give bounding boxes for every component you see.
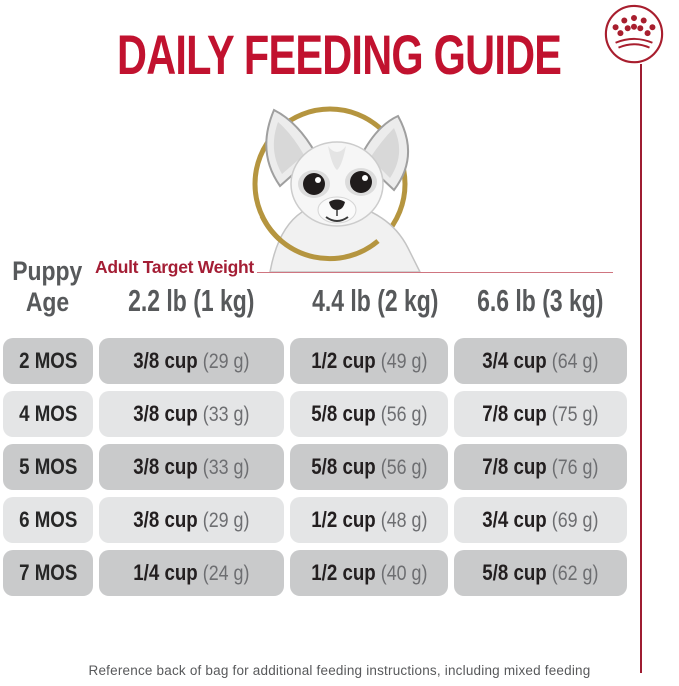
column-header-1 (99, 283, 284, 319)
weight-group-underline (257, 272, 613, 273)
gram-amount: (33 g) (202, 456, 250, 479)
cup-amount: 5/8 cup (482, 560, 547, 585)
table-row (0, 338, 679, 384)
age-label: 7 MOS (18, 560, 78, 585)
row-header-title (5, 256, 90, 318)
feeding-cell (454, 497, 627, 543)
age-cell (3, 444, 93, 490)
page-title-text: DAILY FEEDING GUIDE (117, 23, 562, 86)
cup-amount: 5/8 cup (310, 454, 376, 479)
gram-amount: (76 g) (551, 456, 599, 479)
feeding-cell (454, 550, 627, 596)
row-header-line1: Puppy (12, 256, 83, 286)
gram-amount: (33 g) (202, 403, 250, 426)
column-header-2 (290, 283, 448, 319)
age-label: 4 MOS (18, 401, 78, 426)
feeding-cell (290, 391, 448, 437)
cup-amount: 1/2 cup (310, 507, 376, 532)
cup-amount: 3/8 cup (133, 507, 198, 532)
cup-amount: 3/8 cup (133, 348, 198, 373)
gram-amount: (48 g) (380, 509, 428, 532)
weight-group-header (95, 257, 613, 277)
cup-amount: 7/8 cup (482, 401, 547, 426)
column-header-3-text: 6.6 lb (3 kg) (477, 283, 604, 318)
cup-amount: 3/4 cup (482, 507, 547, 532)
feeding-cell (454, 391, 627, 437)
gram-amount: (49 g) (380, 350, 428, 373)
gram-amount: (56 g) (380, 403, 428, 426)
feeding-cell (290, 338, 448, 384)
gram-amount: (69 g) (551, 509, 599, 532)
table-row (0, 444, 679, 490)
age-cell (3, 338, 93, 384)
feeding-cell (290, 444, 448, 490)
gram-amount: (75 g) (551, 403, 599, 426)
feeding-cell (99, 550, 284, 596)
feeding-cell (290, 497, 448, 543)
weight-group-label: Adult Target Weight (95, 257, 254, 277)
gram-amount: (64 g) (551, 350, 599, 373)
feeding-cell (99, 444, 284, 490)
royal-canin-crown-icon (602, 4, 666, 68)
column-header-3 (454, 283, 627, 319)
gram-amount: (29 g) (202, 350, 250, 373)
feeding-cell (454, 444, 627, 490)
gram-amount: (62 g) (551, 562, 599, 585)
cup-amount: 7/8 cup (482, 454, 547, 479)
age-cell (3, 497, 93, 543)
cup-amount: 3/8 cup (133, 454, 198, 479)
gram-amount: (24 g) (202, 562, 250, 585)
cup-amount: 3/8 cup (133, 401, 198, 426)
gram-amount: (40 g) (380, 562, 428, 585)
table-row (0, 550, 679, 596)
column-header-1-text: 2.2 lb (1 kg) (128, 283, 255, 318)
feeding-cell (290, 550, 448, 596)
feeding-cell (99, 497, 284, 543)
gram-amount: (56 g) (380, 456, 428, 479)
age-label: 6 MOS (18, 507, 78, 532)
table-row (0, 391, 679, 437)
age-cell (3, 391, 93, 437)
cup-amount: 1/2 cup (310, 348, 376, 373)
footer-note: Reference back of bag for additional feeding instructions, including mixed feeding (88, 663, 591, 678)
age-label: 5 MOS (18, 454, 78, 479)
feeding-cell (99, 391, 284, 437)
row-header-line2: Age (25, 287, 70, 317)
page-title (0, 22, 679, 87)
age-cell (3, 550, 93, 596)
chihuahua-puppy-photo (240, 100, 440, 272)
cup-amount: 1/4 cup (133, 560, 198, 585)
age-label: 2 MOS (18, 348, 78, 373)
gram-amount: (29 g) (202, 509, 250, 532)
cup-amount: 1/2 cup (310, 560, 376, 585)
table-row (0, 497, 679, 543)
feeding-cell (454, 338, 627, 384)
feeding-cell (99, 338, 284, 384)
cup-amount: 3/4 cup (482, 348, 547, 373)
cup-amount: 5/8 cup (310, 401, 376, 426)
column-header-2-text: 4.4 lb (2 kg) (312, 283, 439, 318)
